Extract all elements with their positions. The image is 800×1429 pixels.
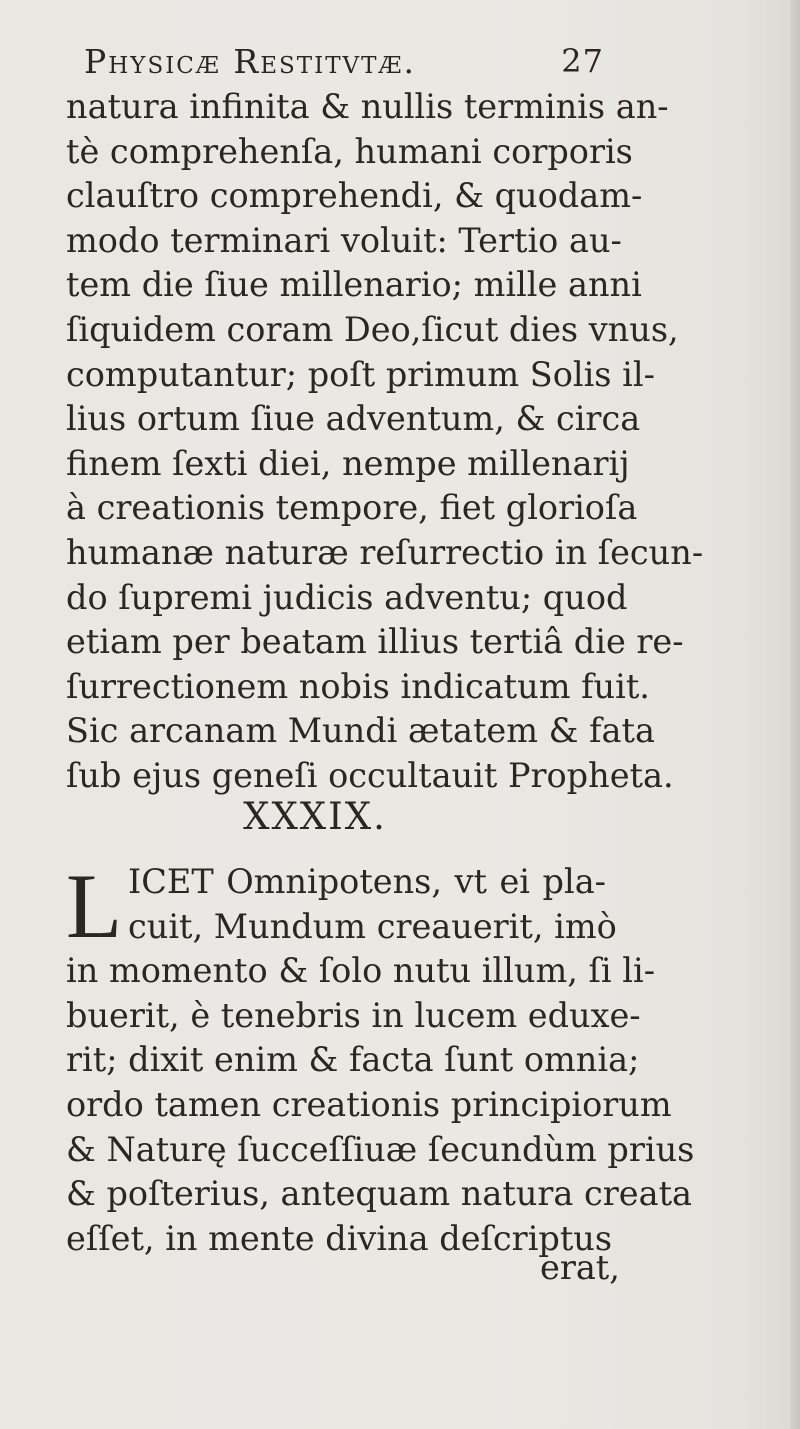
page-number: 27 bbox=[561, 42, 604, 80]
text-line: ſub ejus geneſi occultauit Propheta. bbox=[66, 755, 674, 795]
text-line: ordo tamen creationis principiorum bbox=[66, 1084, 672, 1124]
catchword: erat, bbox=[540, 1248, 620, 1287]
running-title: Physicæ Restitvtæ. bbox=[84, 42, 417, 81]
text-line: à creationis tempore, fiet glorioſa bbox=[66, 488, 638, 528]
text-line: buerit, è tenebris in lucem eduxe- bbox=[66, 995, 641, 1035]
text-line: ſiquidem coram Deo,ſicut dies vnus, bbox=[66, 309, 679, 349]
text-line: computantur; poſt primum Solis il- bbox=[66, 354, 655, 394]
text-line: rit; dixit enim & facta ſunt omnia; bbox=[66, 1040, 640, 1080]
paragraph-1 bbox=[66, 85, 704, 799]
text-line: & poſterius, antequam natura creata bbox=[66, 1174, 693, 1214]
page-edge bbox=[790, 0, 800, 1429]
text-line: Sic arcanam Mundi ætatem & fata bbox=[66, 711, 655, 751]
text-line: ICET Omnipotens, vt ei pla- bbox=[128, 862, 606, 901]
text-line: cuit, Mundum creauerit, imò bbox=[128, 906, 617, 946]
text-line: finem ſexti diei, nempe millenarij bbox=[66, 443, 630, 483]
text-line: clauſtro comprehendi, & quodam- bbox=[66, 176, 643, 216]
text-line: & Naturę ſucceſſiuæ ſecundùm prius bbox=[66, 1129, 695, 1169]
text-line: lius ortum ſiue adventum, & circa bbox=[66, 399, 641, 439]
text-line: tem die ſiue millenario; mille anni bbox=[66, 265, 642, 305]
section-heading: XXXIX. bbox=[243, 795, 387, 838]
text-line: eſſet, in mente divina deſcriptus bbox=[66, 1218, 613, 1258]
text-line: etiam per beatam illius tertiâ die re- bbox=[66, 622, 684, 662]
drop-cap: L bbox=[66, 855, 123, 957]
text-line: natura infinita & nullis terminis an- bbox=[66, 87, 669, 126]
text-line: do ſupremi judicis adventu; quod bbox=[66, 577, 628, 617]
text-line: in momento & ſolo nutu illum, ſi li- bbox=[66, 951, 656, 991]
text-line: ſurrectionem nobis indicatum fuit. bbox=[66, 666, 650, 706]
text-line: modo terminari voluit: Tertio au- bbox=[66, 220, 622, 260]
text-line: humanæ naturæ reſurrectio in ſecun- bbox=[66, 532, 704, 572]
paragraph-2 bbox=[66, 855, 695, 1261]
text-line: tè comprehenſa, humani corporis bbox=[66, 131, 633, 171]
